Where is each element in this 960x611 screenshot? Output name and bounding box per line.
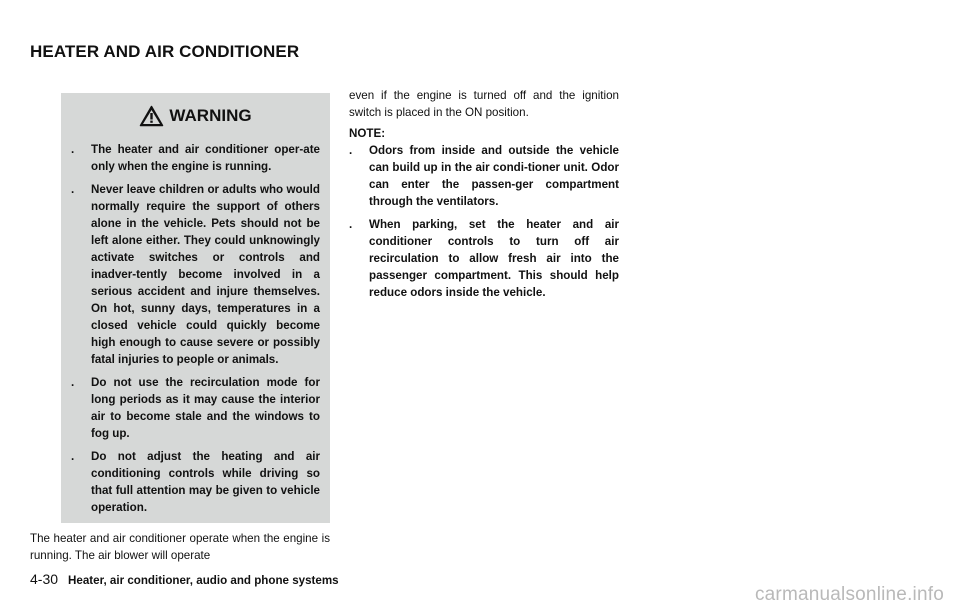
bullet: . [349,144,353,157]
warning-item-text: Do not adjust the heating and air conditioning controls while driving so that full attention may be given to vehicle operation. [91,450,320,514]
note-item-text: When parking, set the heater and air conditioner controls to turn off air recirculation to allow fresh air into the passenger compartment. This should help reduce odors inside the vehicle. [369,218,619,299]
body-paragraph-left: The heater and air conditioner operate when the engine is running. The air blower will operate [30,532,330,562]
warning-item [71,448,320,516]
right-column [349,87,619,307]
chapter-title: Heater, air conditioner, audio and phone systems [68,574,339,587]
warning-triangle-icon [139,105,164,127]
note-label: NOTE: [349,127,386,140]
warning-item [71,141,320,175]
warning-list [71,141,320,516]
page-footer [30,571,339,587]
bullet: . [71,183,75,196]
warning-box [61,93,330,523]
bullet: . [71,450,75,463]
warning-item-text: Never leave children or adults who would normally require the support of others alone in the vehicle. Pets should not be left alone either. They could unknowingly activate switches or controls and inadver-tently become involved in a serious accident and injure themselves. On hot, sunny days, temperatures in a closed vehicle could quickly become high enough to cause severe or possibly fatal injuries to people or animals. [91,183,320,366]
note-item [349,142,619,210]
note-item [349,216,619,301]
warning-item [71,374,320,442]
note-item-text: Odors from inside and outside the vehicle can build up in the air condi-tioner unit. Odor can enter the passen-ger compartment through the ventilators. [369,144,619,208]
warning-item-text: The heater and air conditioner oper-ate only when the engine is running. [91,143,320,173]
warning-title: WARNING [169,106,252,125]
warning-item [71,181,320,368]
warning-item-text: Do not use the recirculation mode for long periods as it may cause the interior air to become stale and the windows to fog up. [91,376,320,440]
watermark: carmanualsonline.info [754,584,944,605]
page-number: 4-30 [30,571,59,587]
note-list [349,142,619,301]
bullet: . [349,218,353,231]
body-paragraph-right: even if the engine is turned off and the ignition switch is placed in the ON position. [349,89,619,119]
bullet: . [71,143,75,156]
warning-header [71,105,320,127]
section-title: HEATER AND AIR CONDITIONER [30,42,300,61]
bullet: . [71,376,75,389]
